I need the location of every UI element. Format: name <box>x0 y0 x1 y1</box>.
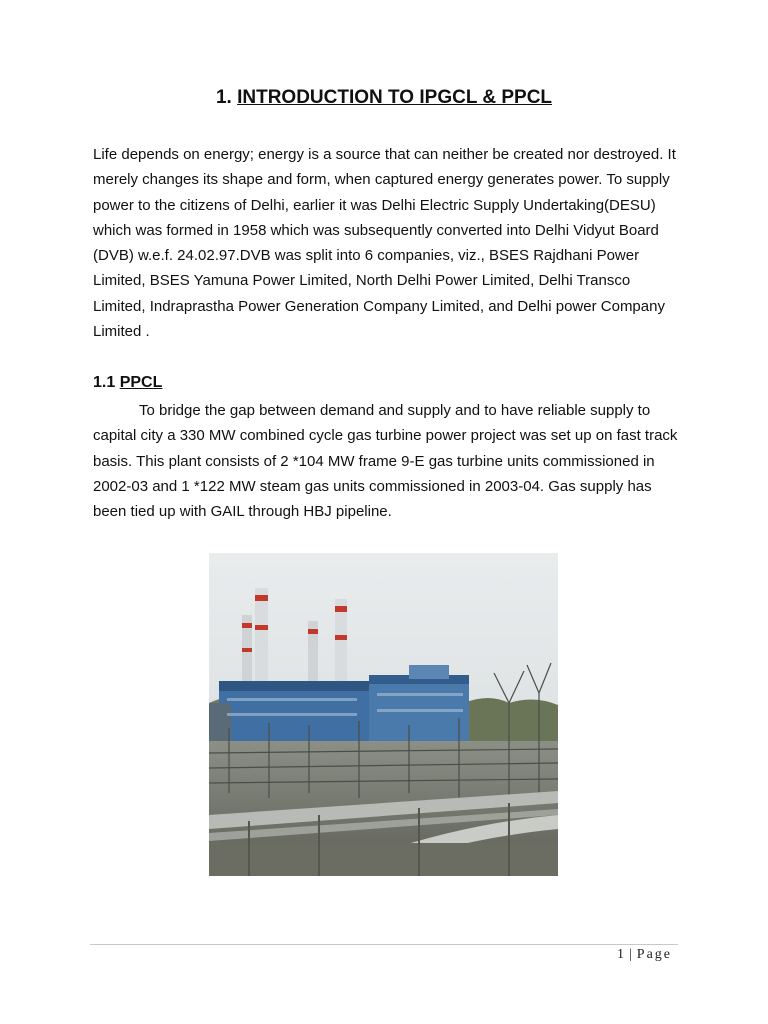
section-heading-text: PPCL <box>119 374 163 391</box>
page-title <box>0 86 768 110</box>
page-footer <box>617 947 672 963</box>
page-number: 1 <box>616 947 626 962</box>
intro-paragraph: Life depends on energy; energy is a source that can neither be created nor destroyed. It merely changes its shape and form, when captured energy generates power. To supply power to the citizens of Delhi, earlier it was Delhi Electric Supply Undertaking(DESU) which was formed in 1958 which was subsequently converted into Delhi Vidyut Board (DVB) w.e.f. 24.02.97.DVB was split into 6 companies, viz., BSES Rajdhani Power Limited, BSES Yamuna Power Limited, North Delhi Power Limited, Delhi Transco Limited, Indraprastha Power Generation Company Limited, and Delhi power Company Limited . <box>93 146 676 341</box>
footer-divider <box>90 944 678 945</box>
page-label: Page <box>636 947 672 962</box>
power-plant-photo <box>209 553 558 876</box>
section-paragraph <box>93 398 678 524</box>
section-number: 1.1 <box>93 374 116 391</box>
title-text: INTRODUCTION TO IPGCL & PPCL <box>237 87 553 108</box>
title-number: 1. <box>215 87 232 108</box>
section-paragraph-text: To bridge the gap between demand and supply and to have reliable supply to capital city a 330 MW combined cycle gas turbine power project was set up on fast track basis. This plant consists of 2 *104 MW frame 9-E gas turbine units commissioned in 2002-03 and 1 *122 MW steam gas units commissioned in 2003-04. Gas supply has been tied up with GAIL through HBJ pipeline. <box>93 402 678 521</box>
trees-right <box>464 698 558 743</box>
footer-separator: | <box>628 947 634 962</box>
section-heading <box>93 372 162 394</box>
